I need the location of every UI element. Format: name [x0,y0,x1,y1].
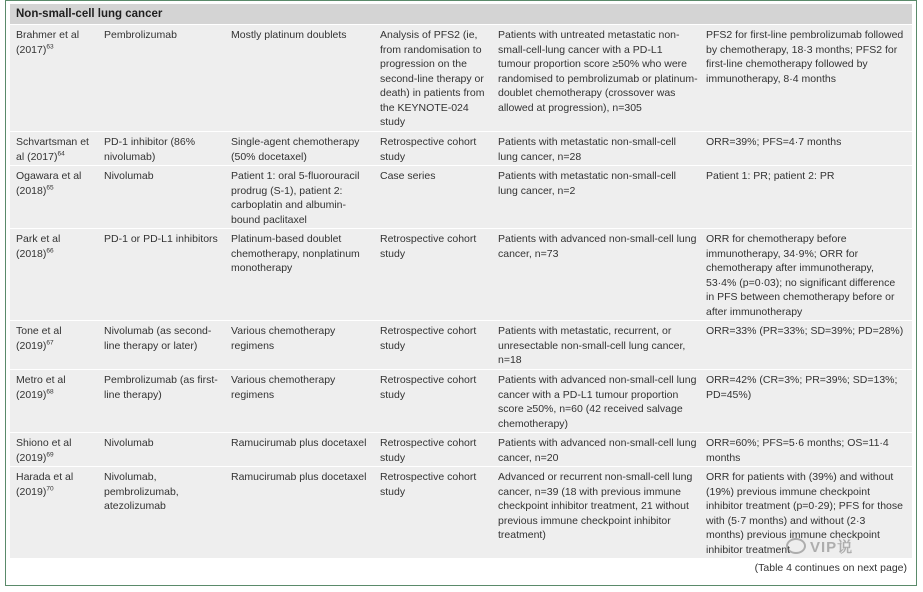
chemotherapy-cell: Mostly platinum doublets [231,29,347,41]
population-cell: Patients with advanced non-small-cell lung cancer, n=73 [498,233,697,260]
design-cell: Retrospective cohort study [380,136,477,163]
population-cell: Patients with metastatic non-small-cell lung cancer, n=28 [498,136,676,163]
study-cell: Harada et al (2019)$^{70}$ [16,471,74,498]
table-row [10,320,912,370]
population-cell: Advanced or recurrent non-small-cell lung cancer, n=39 (18 with previous immune checkpoint inhibitor treatment, 21 without previous immune checkpoint inhibitor treatment) [498,471,693,541]
study-cell: Brahmer et al (2017)$^{63}$ [16,29,80,56]
watermark: VIP说 [786,536,853,557]
immunotherapy-cell: Nivolumab (as second-line therapy or later) [104,325,212,352]
immunotherapy-cell: Pembrolizumab [104,29,177,41]
design-cell: Retrospective cohort study [380,471,477,498]
table-row [10,432,912,467]
outcome-cell: ORR for patients with (39%) and without (19%) previous immune checkpoint inhibitor treatment (p=0·29); PFS for those with (5·7 months) and without (2·3 months) previous immune checkpoint inhibitor treatment [706,471,903,556]
design-cell: Case series [380,170,436,182]
study-cell: Metro et al (2019)$^{68}$ [16,374,66,401]
table-row [10,369,912,433]
chemotherapy-cell: Various chemotherapy regimens [231,325,336,352]
immunotherapy-cell: Nivolumab [104,437,154,449]
population-cell: Patients with untreated metastatic non-small-cell-lung cancer with a PD-L1 tumour proportion score ≥50% who were randomised to pembrolizumab or platinum-doublet chemotherapy (crossover was allowed at progression), n=305 [498,29,698,114]
outcome-cell: ORR=39%; PFS=4·7 months [706,136,842,148]
design-cell: Retrospective cohort study [380,325,477,352]
study-cell: Shiono et al (2019)$^{69}$ [16,437,72,464]
immunotherapy-cell: Pembrolizumab (as first-line therapy) [104,374,218,401]
population-cell: Patients with advanced non-small-cell lung cancer with a PD-L1 tumour proportion score ≥50%, n=60 (42 received salvage chemotherapy) [498,374,697,430]
outcome-cell: PFS2 for first-line pembrolizumab followed by chemotherapy, 18·3 months; PFS2 for first-line chemotherapy followed by immunotherapy, 8·4 months [706,29,904,85]
population-cell: Patients with advanced non-small-cell lung cancer, n=20 [498,437,697,464]
design-cell: Retrospective cohort study [380,233,477,260]
outcome-cell: ORR=42% (CR=3%; PR=39%; SD=13%; PD=45%) [706,374,898,401]
continuation-note: (Table 4 continues on next page) [754,562,907,574]
population-cell: Patients with metastatic, recurrent, or unresectable non-small-cell lung cancer, n=18 [498,325,686,366]
immunotherapy-cell: PD-1 or PD-L1 inhibitors [104,233,218,245]
immunotherapy-cell: PD-1 inhibitor (86% nivolumab) [104,136,196,163]
outcome-cell: ORR=60%; PFS=5·6 months; OS=11·4 months [706,437,889,464]
section-title: Non-small-cell lung cancer [10,4,912,24]
design-cell: Retrospective cohort study [380,374,477,401]
chemotherapy-cell: Single-agent chemotherapy (50% docetaxel) [231,136,360,163]
immunotherapy-cell: Nivolumab [104,170,154,182]
chemotherapy-cell: Various chemotherapy regimens [231,374,336,401]
table-row [10,228,912,321]
table-row [10,24,912,132]
study-cell: Schvartsman et al (2017)$^{64}$ [16,136,89,163]
chemotherapy-cell: Platinum-based doublet chemotherapy, nonplatinum monotherapy [231,233,360,274]
outcome-cell: Patient 1: PR; patient 2: PR [706,170,835,182]
chemotherapy-cell: Patient 1: oral 5-fluorouracil prodrug (S-1), patient 2: carboplatin and albumin-bound paclitaxel [231,170,360,226]
table-row [10,466,912,559]
population-cell: Patients with metastatic non-small-cell lung cancer, n=2 [498,170,676,197]
study-cell: Tone et al (2019)$^{67}$ [16,325,62,352]
design-cell: Analysis of PFS2 (ie, from randomisation to progression on the second-line therapy or death) in patients from the KEYNOTE-024 study [380,29,485,128]
outcome-cell: ORR for chemotherapy before immunotherapy, 34·9%; ORR for chemotherapy after immunotherapy, 53·4% (p=0·03); no significant difference in PFS between chemotherapy before or after immunotherapy [706,233,896,318]
table-row [10,165,912,229]
table-panel [10,4,912,558]
immunotherapy-cell: Nivolumab, pembrolizumab, atezolizumab [104,471,179,512]
chemotherapy-cell: Ramucirumab plus docetaxel [231,437,367,449]
design-cell: Retrospective cohort study [380,437,477,464]
chemotherapy-cell: Ramucirumab plus docetaxel [231,471,367,483]
study-cell: Park et al (2018)$^{66}$ [16,233,61,260]
table-row [10,131,912,166]
wechat-icon [786,538,806,554]
outcome-cell: ORR=33% (PR=33%; SD=39%; PD=28%) [706,325,904,337]
study-cell: Ogawara et al (2018)$^{65}$ [16,170,82,197]
